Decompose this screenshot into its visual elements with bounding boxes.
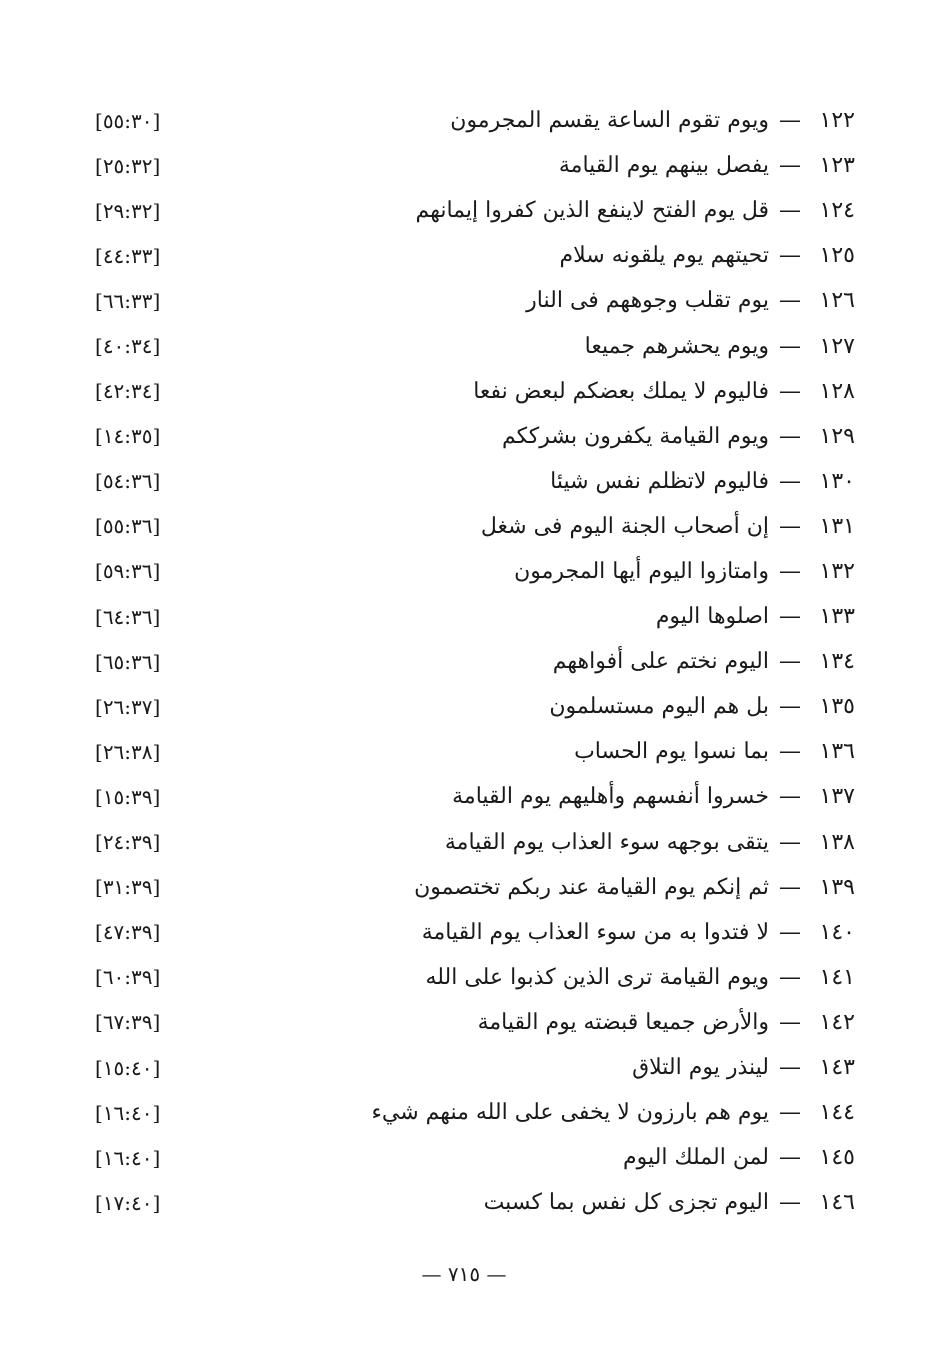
entry-dash: — — [779, 874, 801, 900]
entry-reference: [٤٠:٣٤] — [95, 334, 161, 359]
entry-line — [526, 288, 855, 313]
entry-number: ١٢٢ — [819, 108, 855, 134]
entry-dash: — — [779, 829, 801, 855]
entry-reference: [٤٧:٣٩] — [95, 920, 161, 945]
list-item — [95, 1045, 855, 1090]
entry-text: يوم هم بارزون لا يخفى على الله منهم شيء — [371, 1100, 769, 1126]
list-item — [95, 1090, 855, 1135]
entry-text: خسروا أنفسهم وأهليهم يوم القيامة — [452, 784, 769, 810]
entry-line — [553, 649, 855, 674]
list-item — [95, 504, 855, 549]
entry-reference: [٥٥:٣٠] — [95, 108, 161, 133]
entry-text: ويوم القيامة ترى الذين كذبوا على الله — [425, 964, 769, 990]
entry-reference: [٥٥:٣٦] — [95, 514, 161, 539]
list-item — [95, 955, 855, 1000]
page-number: — ٧١٥ — — [421, 1262, 507, 1286]
entry-line — [574, 739, 855, 764]
entry-reference: [٢٤:٣٩] — [95, 830, 161, 855]
entry-line — [502, 424, 855, 449]
entry-text: اصلوها اليوم — [655, 604, 769, 630]
entry-dash: — — [779, 513, 801, 539]
entry-number: ١٢٩ — [819, 423, 855, 449]
entry-reference: [٢٩:٣٢] — [95, 198, 161, 223]
entry-reference: [٣١:٣٩] — [95, 875, 161, 900]
entry-dash: — — [779, 198, 801, 224]
entry-dash: — — [779, 288, 801, 314]
list-item — [95, 1000, 855, 1045]
entry-text: تحيتهم يوم يلقونه سلام — [559, 243, 769, 269]
entry-number: ١٣٧ — [819, 784, 855, 810]
entry-reference: [٦٠:٣٩] — [95, 965, 161, 990]
entry-reference: [٢٦:٣٨] — [95, 739, 161, 764]
list-item — [95, 594, 855, 639]
entry-line — [585, 334, 855, 359]
entry-text: بما نسوا يوم الحساب — [574, 739, 769, 765]
list-item — [95, 278, 855, 323]
entry-line — [514, 559, 855, 584]
entry-text: ويوم القيامة يكفرون بشرككم — [501, 423, 769, 449]
entry-dash: — — [779, 1009, 801, 1035]
entry-number: ١٣٤ — [819, 649, 855, 675]
list-item — [95, 774, 855, 819]
list-item — [95, 729, 855, 774]
entry-line — [452, 784, 855, 809]
entry-reference: [٦٤:٣٦] — [95, 604, 161, 629]
entry-number: ١٢٨ — [819, 378, 855, 404]
entry-reference: [٦٧:٣٩] — [95, 1010, 161, 1035]
entry-dash: — — [779, 243, 801, 269]
entry-text: والأرض جميعا قبضته يوم القيامة — [477, 1009, 769, 1035]
entry-dash: — — [779, 1055, 801, 1081]
entry-line — [481, 514, 855, 539]
entry-line — [632, 1055, 855, 1080]
entry-reference: [١٦:٤٠] — [95, 1145, 161, 1170]
entry-dash: — — [779, 1145, 801, 1171]
entry-reference: [١٦:٤٠] — [95, 1100, 161, 1125]
entry-line — [656, 604, 855, 629]
list-item — [95, 233, 855, 278]
entry-number: ١٢٦ — [819, 288, 855, 314]
entry-reference: [٥٩:٣٦] — [95, 559, 161, 584]
entry-text: فاليوم لاتظلم نفس شيئا — [550, 468, 769, 494]
entry-number: ١٣٠ — [819, 468, 855, 494]
entry-reference: [٦٥:٣٦] — [95, 649, 161, 674]
entry-reference: [٦٦:٣٣] — [95, 288, 161, 313]
verse-index-list — [95, 98, 855, 1225]
entry-number: ١٤١ — [819, 964, 855, 990]
entry-text: يفصل بينهم يوم القيامة — [558, 153, 769, 179]
entry-number: ١٣٩ — [819, 874, 855, 900]
entry-dash: — — [779, 468, 801, 494]
list-item — [95, 639, 855, 684]
entry-reference: [١٥:٤٠] — [95, 1055, 161, 1080]
entry-number: ١٣٨ — [819, 829, 855, 855]
entry-reference: [٢٥:٣٢] — [95, 153, 161, 178]
entry-dash: — — [779, 694, 801, 720]
entry-number: ١٣٦ — [819, 739, 855, 765]
entry-line — [425, 965, 855, 990]
entry-reference: [٥٤:٣٦] — [95, 469, 161, 494]
entry-dash: — — [779, 784, 801, 810]
list-item — [95, 459, 855, 504]
entry-line — [623, 1145, 855, 1170]
entry-line — [550, 469, 855, 494]
entry-dash: — — [779, 423, 801, 449]
list-item — [95, 188, 855, 233]
entry-line — [549, 694, 855, 719]
entry-line — [560, 243, 855, 268]
entry-line — [484, 1190, 855, 1215]
entry-number: ١٣٣ — [819, 604, 855, 630]
list-item — [95, 1135, 855, 1180]
entry-text: ثم إنكم يوم القيامة عند ربكم تختصمون — [414, 874, 769, 900]
entry-line — [478, 1010, 855, 1035]
entry-number: ١٢٥ — [819, 243, 855, 269]
entry-line — [473, 379, 855, 404]
entry-reference: [٢٦:٣٧] — [95, 694, 161, 719]
entry-text: يتقى بوجهه سوء العذاب يوم القيامة — [444, 829, 769, 855]
entry-line — [414, 875, 855, 900]
entry-dash: — — [779, 333, 801, 359]
entry-number: ١٤٢ — [819, 1009, 855, 1035]
list-item — [95, 820, 855, 865]
entry-reference: [٤٤:٣٣] — [95, 243, 161, 268]
entry-reference: [٤٢:٣٤] — [95, 379, 161, 404]
entry-dash: — — [779, 739, 801, 765]
entry-number: ١٢٤ — [819, 198, 855, 224]
entry-number: ١٤٥ — [819, 1145, 855, 1171]
entry-reference: [١٧:٤٠] — [95, 1190, 161, 1215]
entry-line — [372, 1100, 855, 1125]
entry-text: بل هم اليوم مستسلمون — [549, 694, 769, 720]
entry-text: اليوم تجزى كل نفس بما كسبت — [483, 1190, 769, 1216]
entry-text: لا فتدوا به من سوء العذاب يوم القيامة — [421, 919, 769, 945]
entry-dash: — — [779, 1190, 801, 1216]
entry-text: يوم تقلب وجوههم فى النار — [526, 288, 769, 314]
list-item — [95, 323, 855, 368]
entry-dash: — — [779, 1100, 801, 1126]
entry-text: ويوم يحشرهم جميعا — [584, 333, 769, 359]
list-item — [95, 910, 855, 955]
entry-number: ١٤٠ — [819, 919, 855, 945]
entry-text: إن أصحاب الجنة اليوم فى شغل — [480, 513, 769, 539]
entry-number: ١٣١ — [819, 513, 855, 539]
entry-dash: — — [779, 108, 801, 134]
entry-number: ١٤٦ — [819, 1190, 855, 1216]
entry-line — [416, 198, 855, 223]
entry-reference: [١٤:٣٥] — [95, 424, 161, 449]
entry-text: لمن الملك اليوم — [623, 1145, 769, 1171]
list-item — [95, 1180, 855, 1225]
entry-dash: — — [779, 604, 801, 630]
list-item — [95, 369, 855, 414]
entry-dash: — — [779, 964, 801, 990]
list-item — [95, 865, 855, 910]
entry-text: ويوم تقوم الساعة يقسم المجرمون — [450, 108, 769, 134]
entry-line — [422, 920, 855, 945]
entry-text: لينذر يوم التلاق — [632, 1055, 769, 1081]
entry-dash: — — [779, 378, 801, 404]
entry-text: اليوم نختم على أفواههم — [552, 649, 769, 675]
entry-number: ١٤٣ — [819, 1055, 855, 1081]
entry-number: ١٢٣ — [819, 153, 855, 179]
entry-text: قل يوم الفتح لاينفع الذين كفروا إيمانهم — [415, 198, 769, 224]
entry-number: ١٣٥ — [819, 694, 855, 720]
entry-line — [450, 108, 855, 133]
entry-line — [445, 830, 855, 855]
entry-number: ١٢٧ — [819, 333, 855, 359]
entry-text: وامتازوا اليوم أيها المجرمون — [514, 558, 769, 584]
entry-dash: — — [779, 153, 801, 179]
list-item — [95, 414, 855, 459]
entry-line — [559, 153, 855, 178]
entry-number: ١٣٢ — [819, 558, 855, 584]
list-item — [95, 684, 855, 729]
list-item — [95, 143, 855, 188]
list-item — [95, 98, 855, 143]
entry-number: ١٤٤ — [819, 1100, 855, 1126]
entry-dash: — — [779, 649, 801, 675]
entry-dash: — — [779, 558, 801, 584]
list-item — [95, 549, 855, 594]
entry-text: فاليوم لا يملك بعضكم لبعض نفعا — [473, 378, 769, 404]
entry-dash: — — [779, 919, 801, 945]
entry-reference: [١٥:٣٩] — [95, 784, 161, 809]
